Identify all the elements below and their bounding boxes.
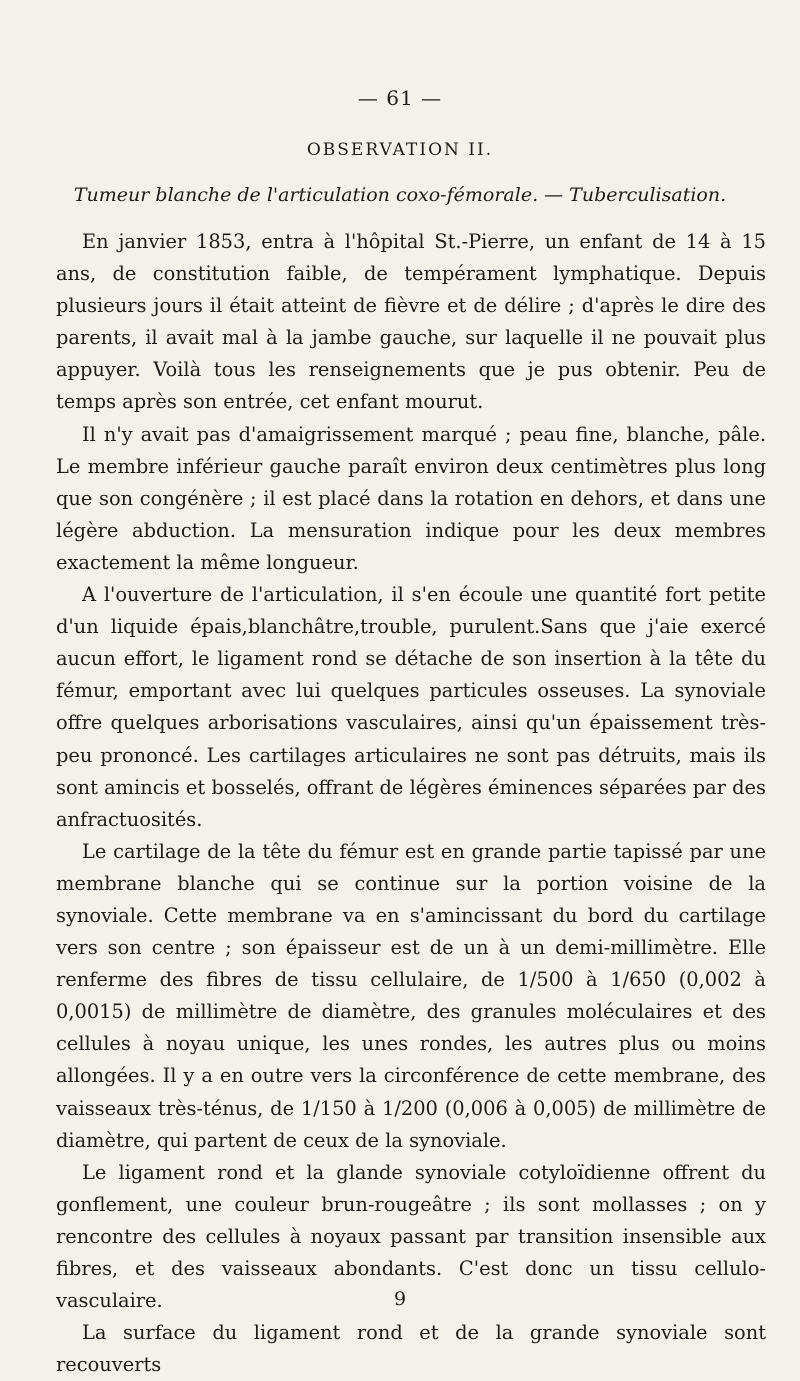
paragraph: La surface du ligament rond et de la grande synoviale sont recouverts: [56, 1321, 766, 1377]
page-number: — 61 —: [357, 86, 443, 110]
paragraph: Il n'y avait pas d'amaigrissement marqué ; peau fine, blanche, pâle. Le membre inférieur gauche paraît environ deux centimètres plus long que son congénère ; il est placé dans la rotation en dehors, et dans une légère abduction. La mensuration indique pour les deux membres exactement la même longueur.: [56, 422, 766, 574]
observation-title: OBSERVATION II.: [306, 140, 494, 160]
section-subtitle: Tumeur blanche de l'articulation coxo-fémorale. — Tuberculisation.: [73, 184, 727, 206]
paragraph: Le ligament rond et la glande synoviale cotyloïdienne offrent du gonflement, une couleur brun-rougeâtre ; ils sont mollasses ; on y rencontre des cellules à noyaux passant par transition insensible aux fibres, et des vaisseaux abondants. C'est donc un tissu cellulo-vasculaire.: [56, 1160, 766, 1313]
paragraph: En janvier 1853, entra à l'hôpital St.-Pierre, un enfant de 14 à 15 ans, de constitution faible, de tempérament lymphatique. Depuis plusieurs jours il était atteint de fièvre et de délire ; d'après le dire des parents, il avait mal à la jambe gauche, sur laquelle il ne pouvait plus appuyer. Voilà tous les renseignements que je pus obtenir. Peu de temps après son entrée, cet enfant mourut.: [56, 230, 766, 414]
body-text: [56, 226, 766, 1381]
signature-mark: 9: [393, 1288, 407, 1310]
paragraph: Le cartilage de la tête du fémur est en grande partie tapissé par une membrane blanche qui se continue sur la portion voisine de la synoviale. Cette membrane va en s'amincissant du bord du cartilage vers son centre ; son épaisseur est de un à un demi-millimètre. Elle renferme des fibres de tissu cellulaire, de 1/500 à 1/650 (0,002 à 0,0015) de millimètre de diamètre, des granules moléculaires et des cellules à noyau unique, les unes rondes, les autres plus ou moins allongées. Il y a en outre vers la circonférence de cette membrane, des vaisseaux très-ténus, de 1/150 à 1/200 (0,006 à 0,005) de millimètre de diamètre, qui partent de ceux de la synoviale.: [56, 839, 766, 1152]
paragraph: A l'ouverture de l'articulation, il s'en écoule une quantité fort petite d'un liquide épais,blanchâtre,trouble, purulent.Sans que j'aie exercé aucun effort, le ligament rond se détache de son insertion à la tête du fémur, emportant avec lui quelques particules osseuses. La synoviale offre quelques arborisations vasculaires, ainsi qu'un épaissement très-peu prononcé. Les cartilages articulaires ne sont pas détruits, mais ils sont amincis et bosselés, offrant de légères éminences séparées par des anfractuosités.: [56, 583, 766, 831]
